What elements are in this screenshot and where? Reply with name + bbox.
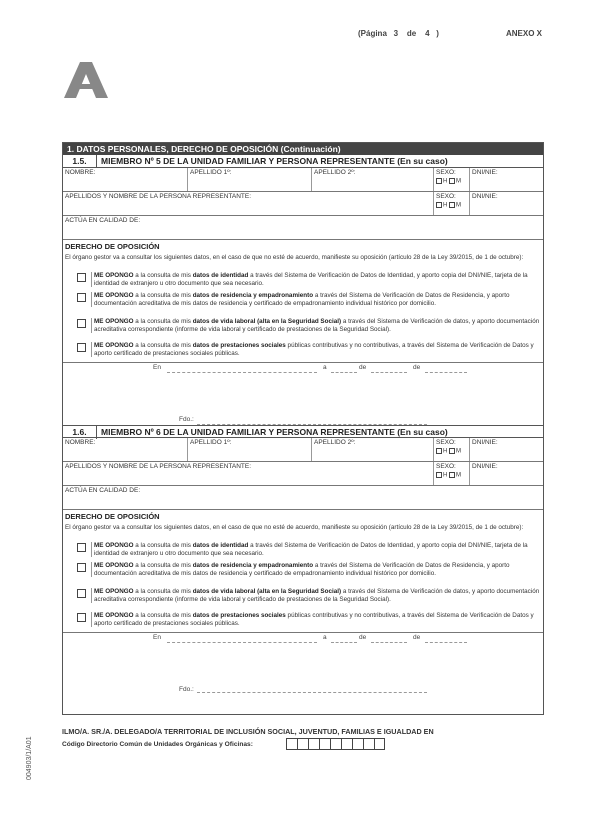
opposition-title: DERECHO DE OPOSICIÓN <box>65 512 160 521</box>
day-input[interactable] <box>331 372 357 373</box>
oppose-residence-checkbox[interactable] <box>77 563 86 572</box>
dni-field[interactable]: DNI/NIE: <box>469 438 543 461</box>
code-input-boxes[interactable] <box>286 738 385 750</box>
code-box[interactable] <box>297 738 308 750</box>
oppose-benefits-option: ME OPONGO a la consulta de mis datos de prestaciones sociales públicas contributivas y no contributivas, a través del Sistema de Verificación de Datos y aporto certificado de prestaciones sociales públicas. <box>63 342 543 360</box>
code-box[interactable] <box>363 738 374 750</box>
oppose-identity-option: ME OPONGO a la consulta de mis datos de identidad a través del Sistema de Verificación de Datos de Identidad, y aporto copia del DNI/NIE, tarjeta de la identidad de extranjero u otro documento que sea necesario. <box>63 542 543 560</box>
year-input[interactable] <box>425 642 467 643</box>
code-box[interactable] <box>341 738 352 750</box>
place-input[interactable] <box>167 372 317 373</box>
rep-sexo-m-checkbox[interactable] <box>449 472 455 478</box>
member-6-opposition <box>63 510 543 693</box>
sig-en-label: En <box>153 364 161 371</box>
sexo-field: SEXO: H M <box>433 438 469 461</box>
member-6-title: MIEMBRO Nº 6 DE LA UNIDAD FAMILIAR Y PERSONA REPRESENTANTE (En su caso) <box>101 427 448 437</box>
opposition-intro: El órgano gestor va a consultar los siguientes datos, en el caso de que no esté de acuerdo, manifieste su oposición (artículo 28 de la Ley 39/2015, de 1 de octubre): <box>65 254 524 261</box>
calidad-field[interactable]: ACTÚA EN CALIDAD DE: <box>65 487 141 494</box>
member-6-number: 1.6. <box>63 426 97 439</box>
rep-sexo-h-checkbox[interactable] <box>436 202 442 208</box>
rep-sexo-field: SEXO: H M <box>433 192 469 215</box>
member-6-name-row <box>63 438 543 462</box>
member-6-calidad-row <box>63 486 543 510</box>
oppose-benefits-checkbox[interactable] <box>77 343 86 352</box>
divider <box>63 632 543 633</box>
rep-sexo-h-checkbox[interactable] <box>436 472 442 478</box>
code-box[interactable] <box>352 738 363 750</box>
code-box[interactable] <box>374 738 385 750</box>
representante-field[interactable]: APELLIDOS Y NOMBRE DE LA PERSONA REPRESENTANTE: <box>65 193 252 200</box>
apellido2-field[interactable]: APELLIDO 2º: <box>311 168 433 191</box>
calidad-field[interactable]: ACTÚA EN CALIDAD DE: <box>65 217 141 224</box>
code-box[interactable] <box>330 738 341 750</box>
section-title: 1. DATOS PERSONALES, DERECHO DE OPOSICIÓN (Continuación) <box>63 143 543 155</box>
rep-dni-field[interactable]: DNI/NIE: <box>469 192 543 215</box>
signature-input[interactable] <box>197 692 427 693</box>
sig-de2-label: de <box>413 634 421 641</box>
annex-label: ANEXO X <box>506 29 543 38</box>
oppose-identity-checkbox[interactable] <box>77 273 86 282</box>
junta-logo-icon <box>64 60 108 100</box>
fdo-label: Fdo.: <box>179 416 194 423</box>
representante-field[interactable]: APELLIDOS Y NOMBRE DE LA PERSONA REPRESENTANTE: <box>65 463 252 470</box>
month-input[interactable] <box>371 642 407 643</box>
oppose-work-checkbox[interactable] <box>77 319 86 328</box>
member-5-calidad-row <box>63 216 543 240</box>
place-input[interactable] <box>167 642 317 643</box>
nombre-field[interactable]: NOMBRE: <box>65 439 96 446</box>
apellido2-field[interactable]: APELLIDO 2º: <box>311 438 433 461</box>
oppose-work-option: ME OPONGO a la consulta de mis datos de vida laboral (alta en la Seguridad Social) a través del Sistema de Verificación de datos, y aporto documentación acreditativa correspondiente (informe de vida laboral y certificado de prestaciones de la Seguridad Social). <box>63 588 543 610</box>
oppose-work-option: ME OPONGO a la consulta de mis datos de vida laboral (alta en la Seguridad Social) a través del Sistema de Verificación de datos, y aporto documentación acreditativa correspondiente (informe de vida laboral y certificado de prestaciones de la Seguridad Social). <box>63 318 543 340</box>
oppose-residence-option: ME OPONGO a la consulta de mis datos de residencia y empadronamiento a través del Sistema de Verificación de Datos de Residencia, y aporto documentación acreditativa de mis datos de residencia y certificado de empadronamiento individual histórico por domicilio. <box>63 562 543 586</box>
page-indicator: (Página 3 de 4 ) <box>358 29 439 38</box>
sig-de2-label: de <box>413 364 421 371</box>
divider <box>63 362 543 363</box>
code-box[interactable] <box>286 738 297 750</box>
oppose-residence-option: ME OPONGO a la consulta de mis datos de residencia y empadronamiento a través del Sistema de Verificación de Datos de Residencia, y aporto documentación acreditativa de mis datos de residencia y certificado de empadronamiento individual histórico por domicilio. <box>63 292 543 316</box>
sexo-field: SEXO: H M <box>433 168 469 191</box>
oppose-benefits-checkbox[interactable] <box>77 613 86 622</box>
year-input[interactable] <box>425 372 467 373</box>
addressee-line: ILMO/A. SR./A. DELEGADO/A TERRITORIAL DE INCLUSIÓN SOCIAL, JUVENTUD, FAMILIAS E IGUALDAD EN <box>62 727 434 736</box>
member-6-rep-row <box>63 462 543 486</box>
rep-sexo-field: SEXO: H M <box>433 462 469 485</box>
member-5-number: 1.5. <box>63 155 97 168</box>
fdo-label: Fdo.: <box>179 686 194 693</box>
code-box[interactable] <box>319 738 330 750</box>
opposition-intro: El órgano gestor va a consultar los siguientes datos, en el caso de que no esté de acuerdo, manifieste su oposición (artículo 28 de la Ley 39/2015, de 1 de octubre): <box>65 524 524 531</box>
sexo-m-checkbox[interactable] <box>449 178 455 184</box>
apellido1-field[interactable]: APELLIDO 1º: <box>187 438 311 461</box>
sig-a-label: a <box>323 364 327 371</box>
day-input[interactable] <box>331 642 357 643</box>
sig-de1-label: de <box>359 364 367 371</box>
sig-en-label: En <box>153 634 161 641</box>
member-5-header <box>63 155 543 168</box>
member-6-header <box>63 425 543 438</box>
oppose-identity-option: ME OPONGO a la consulta de mis datos de identidad a través del Sistema de Verificación de Datos de Identidad, y aporto copia del DNI/NIE, tarjeta de la identidad de extranjero u otro documento que sea necesario. <box>63 272 543 290</box>
oppose-benefits-option: ME OPONGO a la consulta de mis datos de prestaciones sociales públicas contributivas y no contributivas, a través del Sistema de Verificación de Datos y aporto certificado de prestaciones sociales públicas. <box>63 612 543 630</box>
oppose-work-checkbox[interactable] <box>77 589 86 598</box>
document-code: 004903/1/A01 <box>26 736 33 780</box>
apellido1-field[interactable]: APELLIDO 1º: <box>187 168 311 191</box>
sig-de1-label: de <box>359 634 367 641</box>
member-5-rep-row <box>63 192 543 216</box>
nombre-field[interactable]: NOMBRE: <box>65 169 96 176</box>
oppose-identity-checkbox[interactable] <box>77 543 86 552</box>
opposition-title: DERECHO DE OPOSICIÓN <box>65 242 160 251</box>
dni-field[interactable]: DNI/NIE: <box>469 168 543 191</box>
sexo-h-checkbox[interactable] <box>436 178 442 184</box>
sexo-m-checkbox[interactable] <box>449 448 455 454</box>
rep-dni-field[interactable]: DNI/NIE: <box>469 462 543 485</box>
form-box <box>62 142 544 715</box>
month-input[interactable] <box>371 372 407 373</box>
oppose-residence-checkbox[interactable] <box>77 293 86 302</box>
sexo-h-checkbox[interactable] <box>436 448 442 454</box>
member-5-opposition <box>63 240 543 425</box>
code-label: Código Directorio Común de Unidades Orgánicas y Oficinas: <box>62 741 253 748</box>
rep-sexo-m-checkbox[interactable] <box>449 202 455 208</box>
code-box[interactable] <box>308 738 319 750</box>
member-5-title: MIEMBRO Nº 5 DE LA UNIDAD FAMILIAR Y PERSONA REPRESENTANTE (En su caso) <box>101 156 448 166</box>
member-5-name-row <box>63 168 543 192</box>
sig-a-label: a <box>323 634 327 641</box>
